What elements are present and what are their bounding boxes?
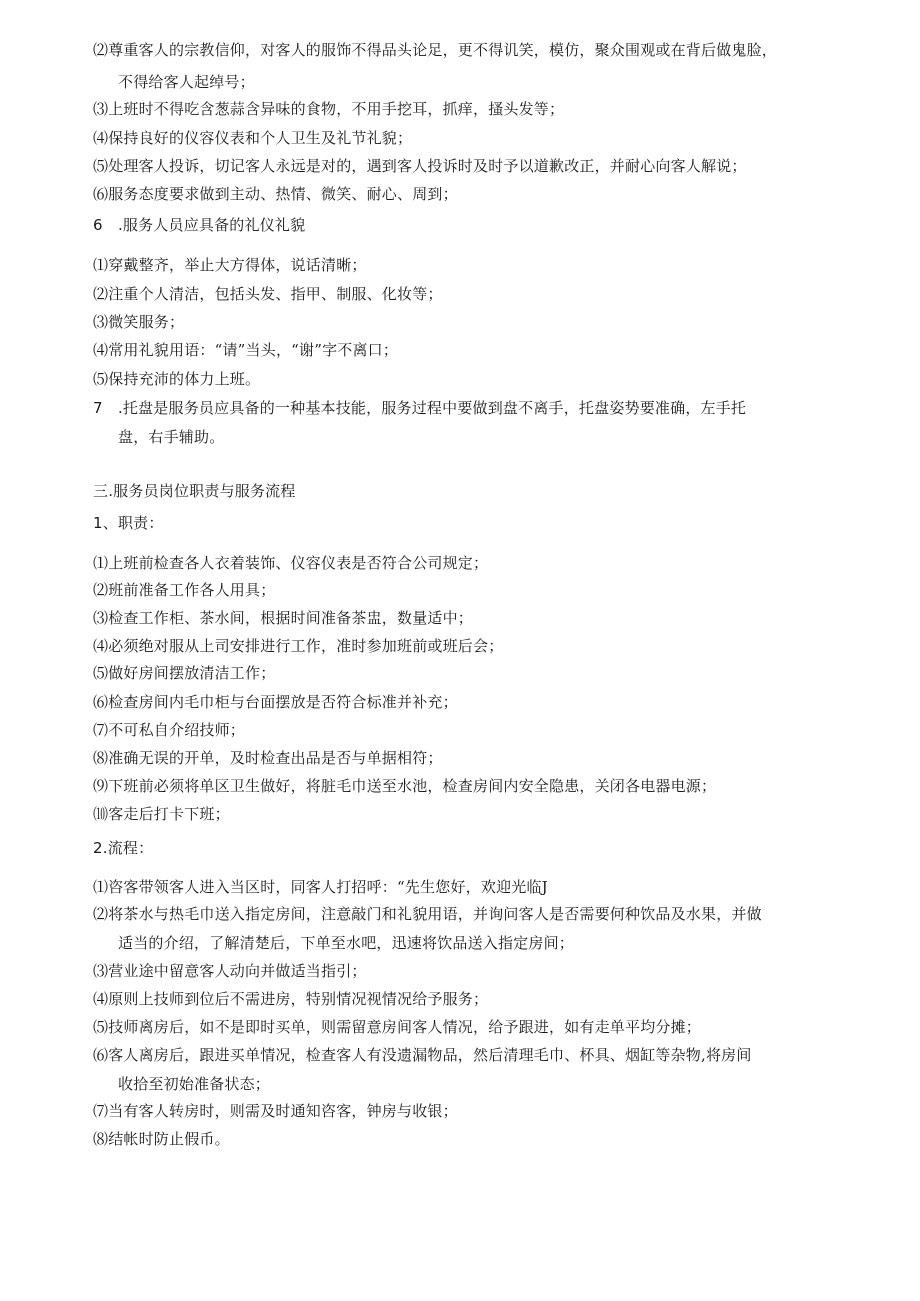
duty-item: ⑸做好房间摆放清洁工作； bbox=[93, 664, 276, 682]
process-item: ⑺当有客人转房时，则需及时通知咨客，钟房与收银； bbox=[93, 1102, 458, 1120]
process-item: ⑴咨客带领客人进入当区时，同客人打招呼：“先生您好，欢迎光临J bbox=[93, 878, 548, 896]
rule-item: ⑶上班时不得吃含葱蒜含异味的食物，不用手挖耳，抓痒，搔头发等； bbox=[93, 100, 565, 118]
duty-item: ⑵班前准备工作各人用具； bbox=[93, 581, 276, 599]
duty-item: ⑽客走后打卡下班； bbox=[93, 805, 230, 823]
duty-item: ⑴上班前检查各人衣着装饰、仪容仪表是否符合公司规定； bbox=[93, 554, 489, 572]
duty-item: ⑺不可私自介绍技师； bbox=[93, 721, 246, 739]
process-item: ⑶营业途中留意客人动向并做适当指引； bbox=[93, 962, 367, 980]
section-heading: 7 .托盘是服务员应具备的一种基本技能，服务过程中要做到盘不离手，托盘姿势要准确，左手托 bbox=[93, 399, 747, 417]
process-heading: 2.流程： bbox=[93, 839, 154, 857]
duty-item: ⑻准确无误的开单，及时检查出品是否与单据相符； bbox=[93, 749, 443, 767]
etiquette-item: ⑵注重个人清洁，包括头发、指甲、制服、化妆等； bbox=[93, 285, 443, 303]
section-heading: 6 .服务人员应具备的礼仪礼貌 bbox=[93, 216, 306, 234]
duty-item: ⑹检查房间内毛巾柜与台面摆放是否符合标准并补充； bbox=[93, 693, 458, 711]
duties-heading: 1、职责： bbox=[93, 514, 164, 532]
etiquette-item: ⑶微笑服务； bbox=[93, 313, 185, 331]
chapter-heading: 三.服务员岗位职责与服务流程 bbox=[93, 482, 296, 500]
rule-item: ⑹服务态度要求做到主动、热情、微笑、耐心、周到； bbox=[93, 185, 458, 203]
section-heading-continuation: 盘，右手辅助。 bbox=[118, 428, 225, 446]
process-item: ⑹客人离房后，跟进买单情况，检查客人有没遗漏物品，然后清理毛巾、杯具、烟缸等杂物,将房间 bbox=[93, 1046, 752, 1064]
process-item-continuation: 收拾至初始准备状态； bbox=[118, 1075, 271, 1093]
duty-item: ⑼下班前必须将单区卫生做好，将脏毛巾送至水池，检查房间内安全隐患，关闭各电器电源； bbox=[93, 777, 717, 795]
rule-item: ⑵尊重客人的宗教信仰，对客人的服饰不得品头论足，更不得讥笑，模仿，聚众围观或在背后做鬼脸， bbox=[93, 41, 778, 59]
rule-item: ⑷保持良好的仪容仪表和个人卫生及礼节礼貌； bbox=[93, 129, 413, 147]
duty-item: ⑷必须绝对服从上司安排进行工作，准时参加班前或班后会； bbox=[93, 637, 504, 655]
duty-item: ⑶检查工作柜、茶水间，根据时间准备茶盅，数量适中； bbox=[93, 609, 474, 627]
process-item: ⑸技师离房后，如不是即时买单，则需留意房间客人情况，给予跟进，如有走单平均分摊； bbox=[93, 1018, 702, 1036]
etiquette-item: ⑷常用礼貌用语：“请”当头，“谢”字不离口； bbox=[93, 341, 399, 359]
rule-item: ⑸处理客人投诉，切记客人永远是对的，遇到客人投诉时及时予以道歉改正，并耐心向客人解说； bbox=[93, 157, 747, 175]
process-item-continuation: 适当的介绍，了解清楚后，下单至水吧，迅速将饮品送入指定房间； bbox=[118, 934, 575, 952]
process-item: ⑷原则上技师到位后不需进房，特别情况视情况给予服务； bbox=[93, 990, 489, 1008]
etiquette-item: ⑴穿戴整齐，举止大方得体，说话清晰； bbox=[93, 256, 367, 274]
rule-item-continuation: 不得给客人起绰号； bbox=[118, 73, 255, 91]
process-item: ⑻结帐时防止假币。 bbox=[93, 1130, 230, 1148]
etiquette-item: ⑸保持充沛的体力上班。 bbox=[93, 370, 261, 388]
process-item: ⑵将茶水与热毛巾送入指定房间，注意敲门和礼貌用语，并询问客人是否需要何种饮品及水果，并做 bbox=[93, 905, 762, 923]
